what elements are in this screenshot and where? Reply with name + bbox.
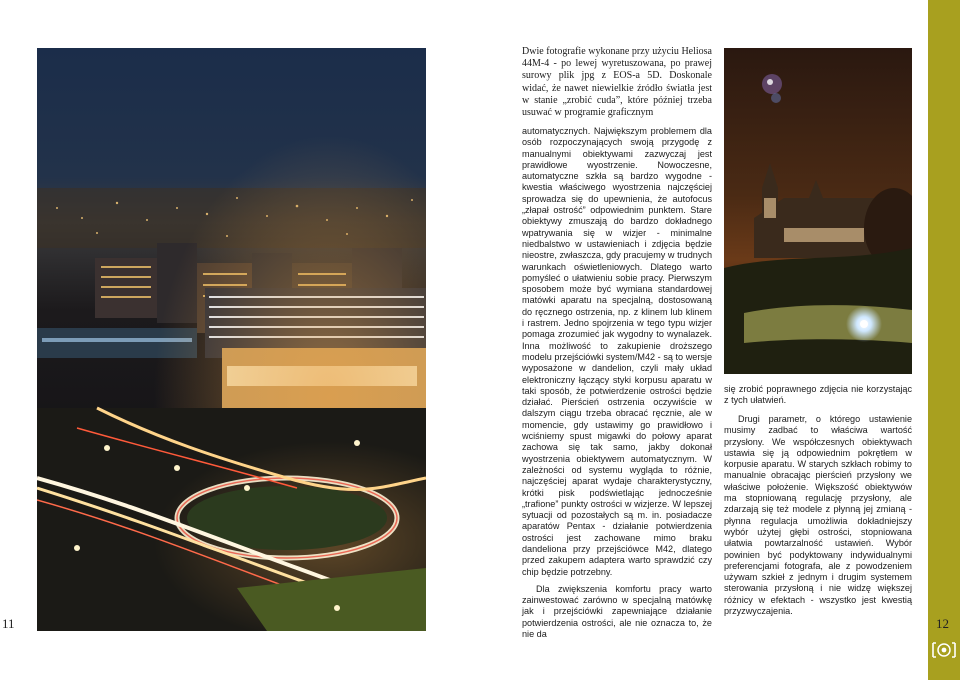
article-paragraph: Drugi parametr, o którego ustawienie musimy zadbać to właściwa wartość przysłony. We współczesnych obiektywach ustawia się ją odpowiednim pokrętłem w korpusie aparatu. W starych szkłach robimy to manualnie obracając pierścień przysłony we właściwe położenie. Większość obiektywów ma stopniowaną regulację przysłony, ale zdarzają się też modele z płynną jej zmianą - płynna regulacja umożliwia dokładniejszy wybór użytej głębi ostrości, stopniowana ułatwia powtarzalność ustawień. Wybór powinien być podyktowany indywidualnymi preferencjami fotografa, ale z powodzeniem używam szkieł z jednym i drugim systemem sterowania przysłoną i nie widzę większej różnicy w efektach - wszystko jest kwestią przyzwyczajenia. xyxy=(724,414,912,617)
concentric-circles-logo-icon xyxy=(930,640,958,660)
article-column-right-start xyxy=(724,384,912,407)
article-column-right xyxy=(724,414,912,617)
page-number-left: 11 xyxy=(2,616,15,631)
side-color-stripe xyxy=(928,0,960,680)
night-city-photo xyxy=(37,48,426,631)
page-number-right: 12 xyxy=(936,616,949,631)
photo-caption: Dwie fotografie wykonane przy użyciu Heliosa 44M-4 - po lewej wyretuszowana, po prawej surowy plik jpg z EOS-a 5D. Doskonale widać, że nawet niewielkie źródło światła jest w stanie „zrobić cuda”, które później trzeba usuwać w programie graficznym xyxy=(522,46,712,119)
article-column-main xyxy=(522,126,712,640)
article-paragraph: automatycznych. Największym problemem dla osób rozpoczynających swoją przygodę z manualnymi obiektywami zazwyczaj jest prawidłowe wyostrzenie. Nowoczesne, automatyczne szkła są bardzo wygodne - kwestia właściwego wyostrzenia najczęściej sprowadza się do upewnienia, że autofocus „złapał ostrość” odpowiednim punktem. Stare obiektywy zmuszają do bardzo dokładnego wpatrywania się w wizjer - minimalne niedbalstwo w ustawieniach i zdjęcia będzie nieostre, zwłaszcza, gdy pracujemy w trudnych warunkach oświetleniowych. Dlatego warto pomyśleć o ułatwieniu sobie pracy. Pierwszym sposobem może być wymiana standardowej matówki aparatu na specjalną, dostosowaną do ręcznego ostrzenia, np. z klinem lub klinem i rastrem. Jedno spojrzenia w tego typu wizjer pomaga zrozumieć jak wygodny to wynalazek. Inna możliwość to zakupienie droższego modelu przejściówki system/M42 - są to wersje wyposażone w dandelion, czyli mały układ elektroniczny łączący styki korpusu aparatu w taki sposób, że potwierdzenie ostrości będzie działać. Pierścień ostrzenia oczywiście w dalszym ciągu trzeba obracać ręcznie, ale w momencie, gdy ustawimy go prawidłowo i wciśniemy spust migawki do połowy aparat zachowa się tak samo, jakby dokonał wyostrzenia obiektywem automatycznym. W zależności od systemu wygląda to różnie, najczęściej aparat wydaje charakterystyczny, krótki pisk podświetlając jednocześnie „trafione” punkty ostrości w wizjerze. W lepszej sytuacji od pozostałych są m. in. posiadacze aparatów Pentax - działanie potwierdzenia ostrości jest zachowane mimo braku dandeliona przy przejściówce M42, dlatego przed zakupem adaptera warto sprawdzić czy chip będzie potrzebny. xyxy=(522,126,712,577)
article-paragraph: się zrobić poprawnego zdjęcia nie korzystając z tych ułatwień. xyxy=(724,384,912,406)
church-night-photo xyxy=(724,48,912,374)
article-paragraph: Dla zwiększenia komfortu pracy warto zainwestować zarówno w specjalną matówkę jak i przejściówki zapewniające działanie potwierdzenia ostrości, ale nie oznacza to, że nie da xyxy=(522,583,712,640)
